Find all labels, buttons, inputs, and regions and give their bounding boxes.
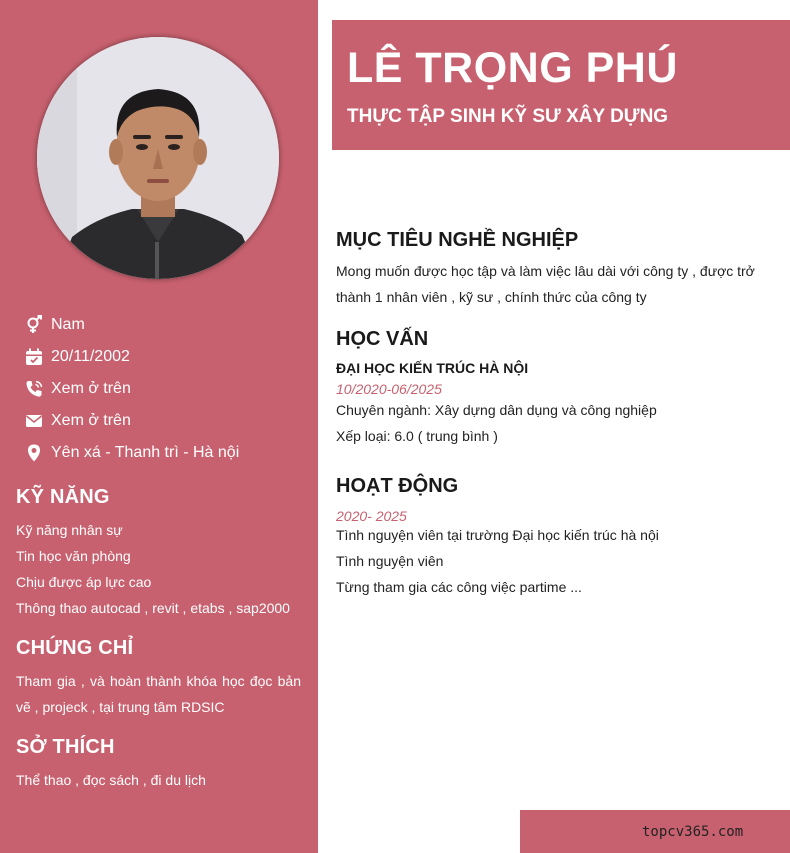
education-grade: Xếp loại: 6.0 ( trung bình ) (336, 428, 498, 444)
email-icon (24, 411, 44, 431)
contact-email-value: Xem ở trên (51, 412, 131, 429)
activities-section (336, 475, 766, 600)
activity-item: Tình nguyện viên tại trường Đại học kiến trúc hà nội (336, 527, 659, 543)
contact-birthday (24, 341, 239, 373)
skill-item: Kỹ năng nhân sự (16, 522, 123, 538)
calendar-icon (24, 347, 44, 367)
activities-period: 2020- 2025 (336, 508, 407, 524)
skill-item: Chịu được áp lực cao (16, 574, 152, 590)
education-school: ĐẠI HỌC KIẾN TRÚC HÀ NỘI (336, 360, 529, 376)
candidate-name: LÊ TRỌNG PHÚ (347, 44, 678, 92)
skill-item: Tin học văn phòng (16, 548, 131, 564)
certificates-text: Tham gia , và hoàn thành khóa học đọc bản vẽ , projeck , tại trung tâm RDSIC (16, 673, 301, 715)
objective-text: Mong muốn được học tập và làm việc lâu dài với công ty , được trở thành 1 nhân viên , kỹ sư , chính thức của công ty (336, 263, 755, 305)
activity-item: Từng tham gia các công việc partime ... (336, 579, 582, 595)
contact-gender (24, 309, 239, 341)
header-banner (332, 20, 790, 150)
skills-list (16, 517, 301, 621)
objective-title: MỤC TIÊU NGHỀ NGHIỆP (336, 229, 579, 251)
location-icon (24, 443, 44, 463)
contact-phone (24, 373, 239, 405)
hobbies-text: Thể thao , đọc sách , đi du lịch (16, 772, 206, 788)
sidebar (0, 0, 318, 853)
contact-address (24, 437, 239, 469)
gender-icon (24, 315, 44, 335)
contact-phone-value: Xem ở trên (51, 380, 131, 397)
activities-title: HOẠT ĐỘNG (336, 475, 459, 497)
contact-address-value: Yên xá - Thanh trì - Hà nội (51, 444, 240, 461)
avatar (37, 37, 279, 279)
footer-banner (520, 810, 790, 853)
education-section (336, 328, 766, 449)
education-title: HỌC VẤN (336, 328, 429, 350)
skills-title: KỸ NĂNG (16, 486, 110, 508)
contact-birthday-value: 20/11/2002 (51, 348, 130, 365)
phone-icon (24, 379, 44, 399)
objective-section (336, 229, 766, 310)
contact-list (24, 309, 239, 469)
contact-gender-value: Nam (51, 316, 85, 333)
education-major: Chuyên ngành: Xây dựng dân dụng và công nghiệp (336, 402, 657, 418)
activity-item: Tình nguyện viên (336, 553, 444, 569)
hobbies-title: SỞ THÍCH (16, 736, 115, 758)
contact-email (24, 405, 239, 437)
footer-brand: topcv365.com (642, 824, 744, 840)
education-period: 10/2020-06/2025 (336, 381, 442, 397)
job-title: THỰC TẬP SINH KỸ SƯ XÂY DỰNG (347, 106, 669, 127)
certificates-title: CHỨNG CHỈ (16, 637, 134, 659)
skill-item: Thông thao autocad , revit , etabs , sap2000 (16, 600, 290, 616)
